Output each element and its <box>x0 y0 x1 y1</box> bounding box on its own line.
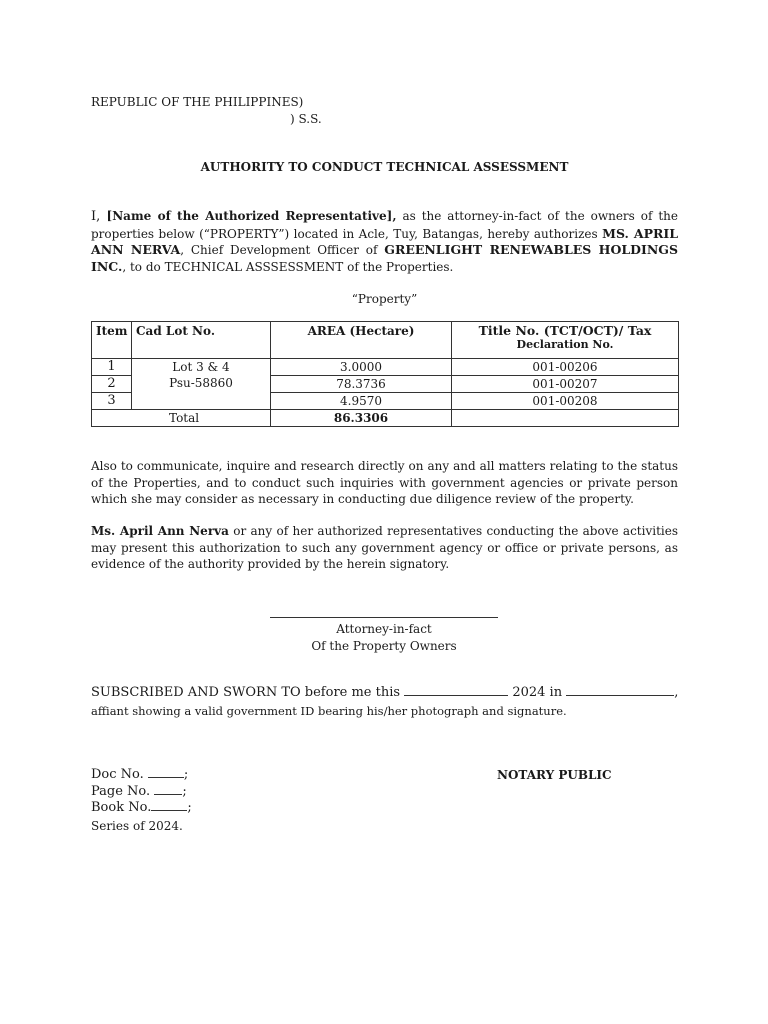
row-item: 1 <box>92 359 132 376</box>
jurat-text-1: SUBSCRIBED AND SWORN TO before me this <box>91 685 405 700</box>
row-item: 3 <box>92 393 132 410</box>
jurat-affiant-line: affiant showing a valid government ID bearing his/her photograph and signature. <box>91 704 567 718</box>
row-item: 2 <box>92 376 132 393</box>
header-title-no <box>452 322 679 359</box>
row-title-no: 001-00208 <box>452 393 679 410</box>
total-title-empty <box>452 410 679 427</box>
row-title-no: 001-00207 <box>452 376 679 393</box>
jurisdiction-line: REPUBLIC OF THE PHILIPPINES) <box>91 95 304 109</box>
header-item: Item <box>92 322 132 359</box>
representative-placeholder: [Name of the Authorized Representative], <box>106 209 397 223</box>
intro-text-1: I, <box>91 209 107 224</box>
header-cad-lot: Cad Lot No. <box>132 322 271 359</box>
total-label: Total <box>92 410 271 427</box>
intro-text-4: , to do TECHNICAL ASSSESSMENT of the Properties. <box>122 259 454 274</box>
representative-name: Ms. April Ann Nerva <box>91 524 229 538</box>
row-area: 4.9570 <box>271 393 452 410</box>
page-no-blank <box>154 794 182 795</box>
page-no-semicolon: ; <box>182 783 187 799</box>
book-no-line <box>91 800 192 817</box>
company-name: GREENLIGHT RENEWABLES HOLDINGS INC. <box>91 242 678 274</box>
cad-lot-line1: Lot 3 & 4 <box>172 360 230 374</box>
signature-title: Attorney-in-fact <box>336 622 432 636</box>
row-area: 78.3736 <box>271 376 452 393</box>
total-value: 86.3306 <box>271 410 452 427</box>
authorized-name: MS. APRIL ANN NERVA <box>91 225 679 257</box>
book-no-label: Book No. <box>91 800 152 815</box>
jurat-line <box>91 684 678 702</box>
signature-subtitle: Of the Property Owners <box>311 639 457 653</box>
table-header-row <box>92 322 679 359</box>
cad-lot-line2: Psu-58860 <box>169 376 233 390</box>
place-blank <box>566 695 674 696</box>
date-blank <box>404 695 508 696</box>
jurat-text-2: 2024 in <box>508 685 567 700</box>
book-no-blank <box>151 810 187 811</box>
doc-no-line <box>91 767 188 784</box>
representative-paragraph <box>91 523 678 573</box>
header-title-line1: Title No. (TCT/OCT)/ Tax <box>478 323 652 338</box>
row-title-no: 001-00206 <box>452 359 679 376</box>
row-area: 3.0000 <box>271 359 452 376</box>
property-label: “Property” <box>351 292 418 306</box>
header-area: AREA (Hectare) <box>271 322 452 359</box>
page-no-label: Page No. <box>91 783 151 799</box>
communicate-paragraph: Also to communicate, inquire and research directly on any and all matters relating to the status of the Properties, and to conduct such inquiries with government agencies or private person which she may consider as necessary in conducting due diligence review of the property. <box>91 459 678 506</box>
page-no-line <box>91 784 187 801</box>
doc-no-label: Doc No. <box>91 767 144 782</box>
signature-line <box>270 617 498 618</box>
intro-text-2: as the attorney-in-fact of the owners of the properties below (“PROPERTY”) located in Acle, Tuy, Batangas, hereby authorizes <box>91 209 679 241</box>
table-row <box>92 359 679 376</box>
intro-paragraph <box>91 208 678 275</box>
header-title-line2: Declaration No. <box>516 338 614 351</box>
doc-no-blank <box>148 777 184 778</box>
ss-line: ) S.S. <box>290 112 322 126</box>
notary-public-label: NOTARY PUBLIC <box>497 768 612 782</box>
document-title: AUTHORITY TO CONDUCT TECHNICAL ASSESSMENT <box>200 160 569 174</box>
table-total-row <box>92 410 679 427</box>
doc-no-semicolon: ; <box>183 767 189 782</box>
series-line: Series of 2024. <box>91 819 183 833</box>
book-no-semicolon: ; <box>187 800 192 815</box>
intro-text-3: , Chief Development Officer of <box>180 243 385 257</box>
property-table <box>91 321 679 427</box>
cad-lot-cell <box>132 359 271 410</box>
jurat-text-3: , <box>674 685 679 700</box>
representative-text: or any of her authorized representatives conducting the above activities may present this authorization to such any government agency or office or private persons, as evidence of the authority provided by the herein signatory. <box>91 524 678 571</box>
